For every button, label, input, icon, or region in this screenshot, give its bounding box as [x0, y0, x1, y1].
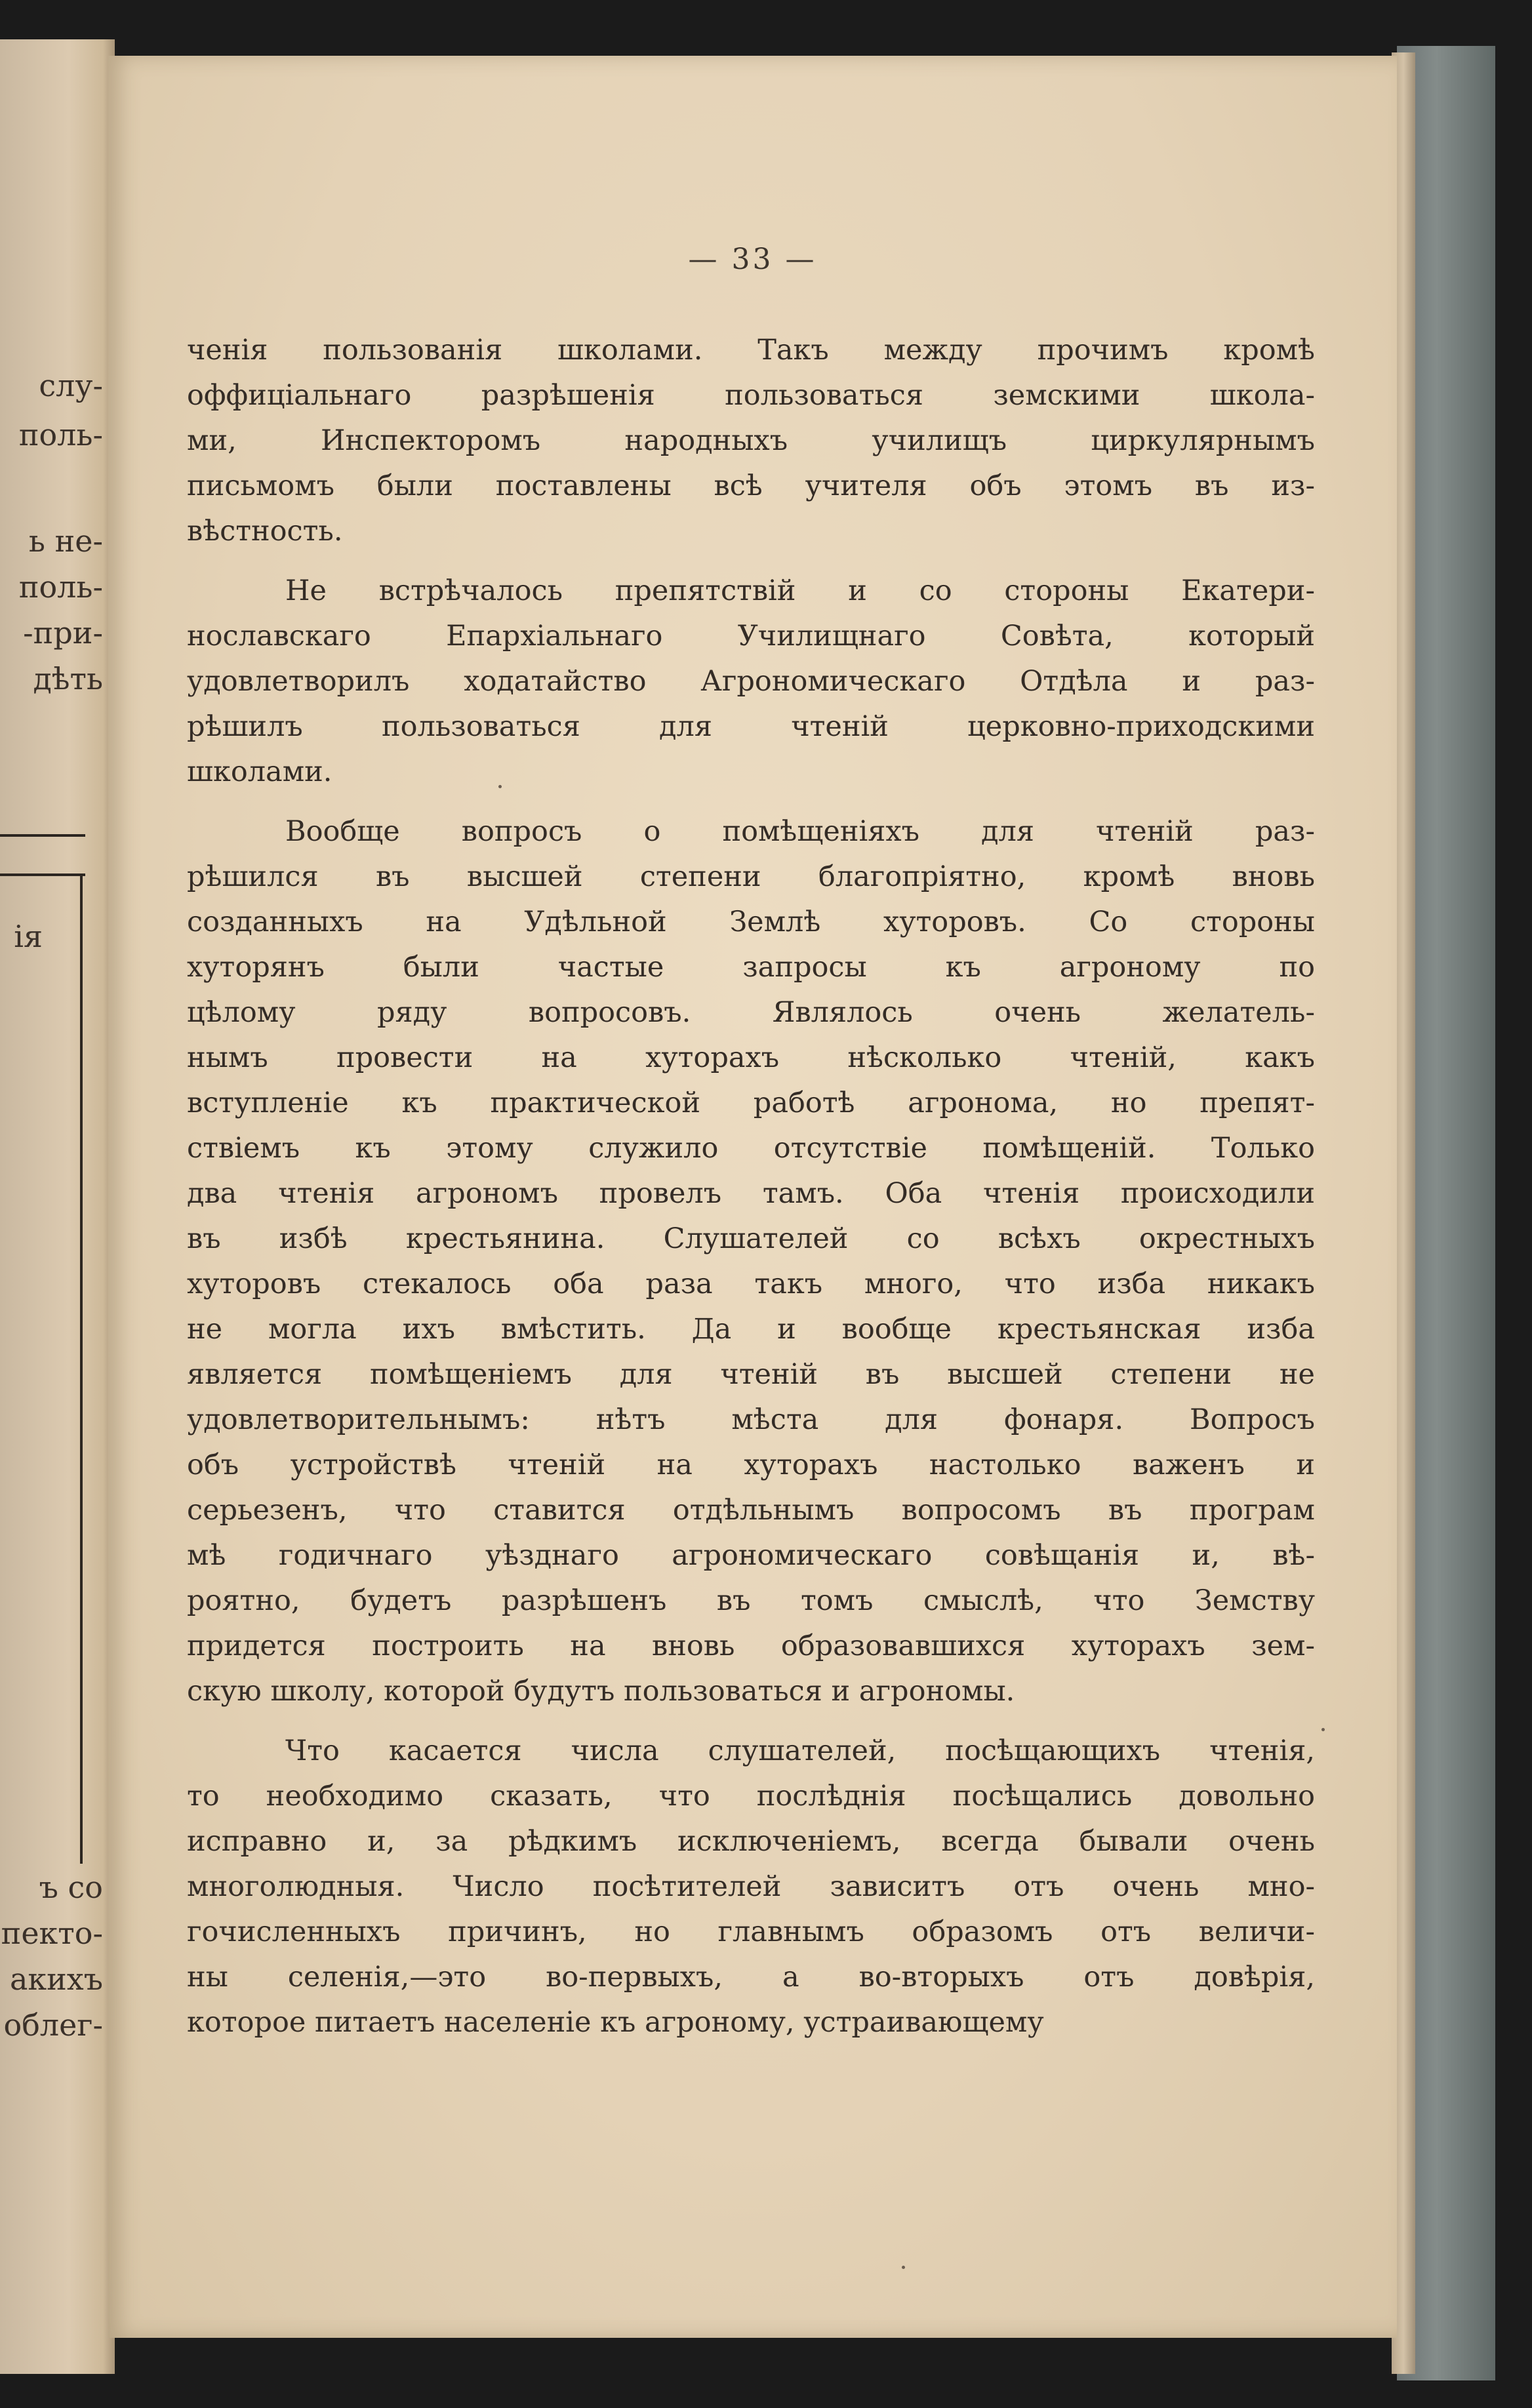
text-line: является помѣщеніемъ для чтеній въ высшей степени не	[187, 1358, 1315, 1391]
book-page	[108, 56, 1397, 2338]
text-line: Вообще вопросъ о помѣщеніяхъ для чтеній раз-	[285, 815, 1315, 848]
paragraph-gap	[187, 554, 1315, 569]
paragraph-gap	[187, 795, 1315, 809]
text-line: то необходимо сказать, что послѣднія посѣщались довольно	[187, 1780, 1315, 1813]
text-line: многолюдныя. Число посѣтителей зависитъ отъ очень мно-	[187, 1870, 1315, 1903]
left-page-fragment: ъ со	[39, 1870, 103, 1905]
paper-speck	[902, 2266, 905, 2269]
text-line: рѣшилъ пользоваться для чтеній церковно-приходскими	[187, 710, 1315, 743]
left-page-fragment: поль-	[18, 569, 103, 605]
text-line: мѣ годичнаго уѣзднаго агрономическаго совѣщанія и, вѣ-	[187, 1539, 1315, 1572]
text-line: вступленіе къ практической работѣ агронома, но препят-	[187, 1087, 1315, 1119]
text-line: письмомъ были поставлены всѣ учителя объ этомъ въ из-	[187, 470, 1315, 502]
left-page-fragment: поль-	[18, 417, 103, 452]
text-line: скую школу, которой будутъ пользоваться и агрономы.	[187, 1675, 1015, 1708]
left-page-table-rule	[0, 834, 85, 837]
text-line: школами.	[187, 755, 333, 788]
paragraph	[187, 569, 1315, 795]
text-line: объ устройствѣ чтеній на хуторахъ настолько важенъ и	[187, 1449, 1315, 1481]
text-line: рѣшился въ высшей степени благопріятно, кромѣ вновь	[187, 860, 1315, 893]
text-line: Что касается числа слушателей, посѣщающихъ чтенія,	[285, 1735, 1315, 1767]
paper-speck	[498, 785, 502, 788]
previous-page-edge	[0, 39, 115, 2374]
text-line: гочисленныхъ причинъ, но главнымъ образомъ отъ величи-	[187, 1916, 1315, 1948]
left-page-fragment: ь не-	[28, 523, 103, 559]
text-line: два чтенія агрономъ провелъ тамъ. Оба чтенія происходили	[187, 1177, 1315, 1210]
text-line: ми, Инспекторомъ народныхъ училищъ циркулярнымъ	[187, 424, 1315, 457]
left-page-fragment: слу-	[39, 368, 103, 403]
text-line: удовлетворилъ ходатайство Агрономическаго Отдѣла и раз-	[187, 665, 1315, 698]
text-line: цѣлому ряду вопросовъ. Являлось очень желатель-	[187, 996, 1315, 1029]
text-line: ствіемъ къ этому служило отсутствіе помѣщеній. Только	[187, 1132, 1315, 1165]
text-line: не могла ихъ вмѣстить. Да и вообще крестьянская изба	[187, 1313, 1315, 1346]
paragraph	[187, 1729, 1315, 2045]
page-number: — 33 —	[688, 243, 817, 276]
left-page-table-rule	[0, 873, 85, 876]
text-line: созданныхъ на Удѣльной Землѣ хуторовъ. Со стороны	[187, 906, 1315, 938]
left-page-fragment: пекто-	[1, 1916, 103, 1951]
text-line: которое питаетъ населеніе къ агроному, устраивающему	[187, 2006, 1044, 2039]
paper-speck	[1321, 1728, 1325, 1731]
left-page-fragment: облег-	[3, 2007, 103, 2043]
paragraph	[187, 328, 1315, 554]
text-line: Не встрѣчалось препятствій и со стороны Екатери-	[285, 574, 1315, 607]
text-line: придется построить на вновь образовавшихся хуторахъ зем-	[187, 1630, 1315, 1662]
paragraph	[187, 809, 1315, 1714]
text-line: удовлетворительнымъ: нѣтъ мѣста для фонаря. Вопросъ	[187, 1403, 1315, 1436]
left-page-fragment: акихъ	[9, 1961, 103, 1997]
paragraph-gap	[187, 1714, 1315, 1729]
text-line: ны селенія,—это во-первыхъ, а во-вторыхъ отъ довѣрія,	[187, 1961, 1315, 1994]
text-line: хуторянъ были частые запросы къ агроному по	[187, 951, 1315, 984]
page-text	[187, 328, 1315, 2045]
left-page-fragment: -при-	[23, 615, 103, 651]
text-line: хуторовъ стекалось оба раза такъ много, что изба никакъ	[187, 1268, 1315, 1300]
text-line: нымъ провести на хуторахъ нѣсколько чтеній, какъ	[187, 1041, 1315, 1074]
left-page-table-border	[80, 873, 83, 1864]
left-page-fragment: дѣть	[33, 661, 103, 696]
text-line: исправно и, за рѣдкимъ исключеніемъ, всегда бывали очень	[187, 1825, 1315, 1858]
text-line: серьезенъ, что ставится отдѣльнымъ вопросомъ въ програм	[187, 1494, 1315, 1527]
left-page-fragment: ія	[14, 919, 43, 954]
text-line: вѣстность.	[187, 515, 343, 548]
text-line: роятно, будетъ разрѣшенъ въ томъ смыслѣ, что Земству	[187, 1584, 1315, 1617]
text-line: нославскаго Епархіальнаго Училищнаго Совѣта, который	[187, 620, 1315, 652]
text-line: въ избѣ крестьянина. Слушателей со всѣхъ окрестныхъ	[187, 1222, 1315, 1255]
text-line: оффиціальнаго разрѣшенія пользоваться земскими школа-	[187, 379, 1315, 412]
text-line: ченія пользованія школами. Такъ между прочимъ кромѣ	[187, 334, 1315, 367]
